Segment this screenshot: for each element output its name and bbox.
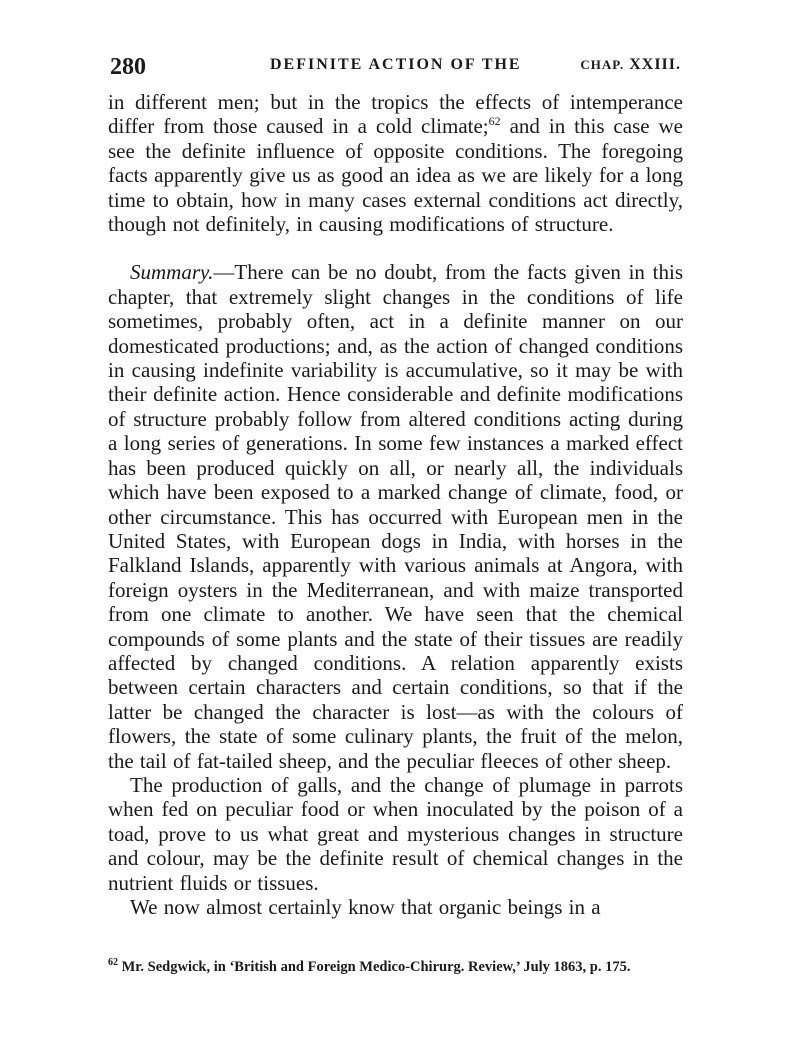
page-number: 280 [110,54,146,80]
footnote-marker: 62 [108,957,118,969]
chapter-number: XXIII. [629,56,681,73]
paragraph-1-text-a: in different men; but in the tropics the effects of intemperance differ from those caused in a cold climate; [108,90,683,139]
summary-lead: Summary. [130,260,214,285]
paragraph-3: The production of galls, and the change of plumage in parrots when fed on peculiar food or when inoculated by the poison of a toad, prove to us what great and mysterious changes in structure and colour, may be the definite result of chemical changes in the nutrient fluids or tissues. [108,772,683,895]
paragraph-1 [108,90,683,236]
running-head [108,52,683,86]
chapter-label [580,56,681,74]
paragraph-1-text-b: and in this case we see the definite influence of opposite conditions. The foregoing facts apparently give us as good an idea as we are likely for a long time to obtain, how in many cases external conditions act directly, though not definitely, in causing modifications of structure. [108,114,684,237]
paragraph-summary [108,260,683,773]
running-title: DEFINITE ACTION OF THE [270,56,522,73]
body-text [108,90,683,919]
footnote-text: Mr. Sedgwick, in ‘British and Foreign Medico-Chirurg. Review,’ July 1863, p. 175. [118,959,631,975]
summary-text: —There can be no doubt, from the facts given in this chapter, that extremely slight changes in the conditions of life sometimes, probably often, act in a definite manner on our domesticated productions; and, as the action of changed conditions in causing indefinite variability is accumulative, so it may be with their definite action. Hence considerable and definite modifications of structure probably follow from altered conditions acting during a long series of generations. In some few instances a marked effect has been produced quickly on all, or nearly all, the individuals which have been exposed to a marked change of climate, food, or other circumstance. This has occurred with European men in the United States, with European dogs in India, with horses in the Falkland Islands, apparently with various animals at Angora, with foreign oysters in the Mediterranean, and with maize transported from one climate to another. We have seen that the chemical compounds of some plants and the state of their tissues are readily affected by changed conditions. A relation apparently exists between certain characters and certain conditions, so that if the latter be changed the character is lost—as with the colours of flowers, the state of some culinary plants, the fruit of the melon, the tail of fat-tailed sheep, and the peculiar fleeces of other sheep. [108,260,683,773]
footnote [108,958,683,977]
chapter-prefix: CHAP. [580,57,625,72]
footnote-reference: 62 [488,114,501,129]
paragraph-4: We now almost certainly know that organic beings in a [130,895,601,919]
